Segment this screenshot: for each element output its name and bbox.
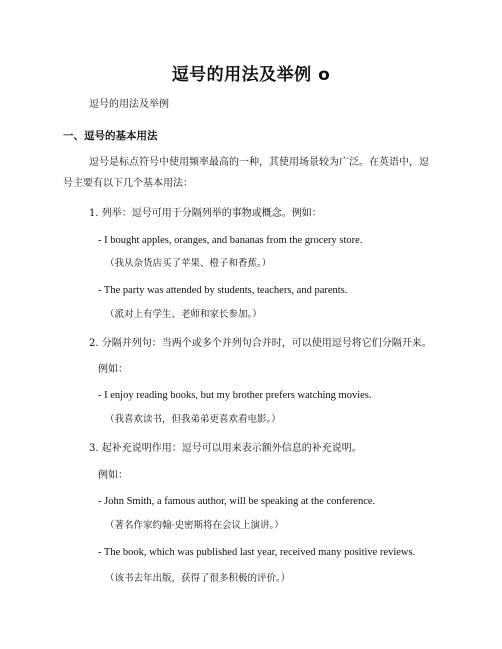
list-item-1-label: 1. 列举：逗号可用于分隔列举的事物或概念。例如： — [89, 208, 322, 219]
section-heading: 一、逗号的基本用法 — [63, 130, 158, 142]
document-subtitle: 逗号的用法及举例 — [89, 99, 169, 110]
example-label: 例如： — [98, 470, 128, 481]
list-item-3-label: 3. 起补充说明作用：逗号可以用来表示额外信息的补充说明。 — [89, 443, 362, 454]
example-translation: （该书去年出版，获得了很多积极的评价。） — [105, 573, 291, 584]
example-sentence: - John Smith, a famous author, will be speaking at the conference. — [98, 496, 376, 507]
example-translation: （著名作家约翰·史密斯将在会议上演讲。） — [105, 520, 284, 531]
list-item-2-label: 2. 分隔并列句：当两个或多个并列句合并时，可以使用逗号将它们分隔开来。 — [89, 338, 432, 349]
example-label: 例如： — [98, 364, 128, 375]
example-translation: （我从杂货店买了苹果、橙子和香蕉。） — [105, 258, 272, 269]
example-translation: （派对上有学生、老师和家长参加。） — [105, 309, 262, 320]
example-sentence: - The party was attended by students, teachers, and parents. — [98, 285, 348, 296]
example-translation: （我喜欢读书，但我弟弟更喜欢看电影。） — [105, 414, 281, 425]
example-sentence: - The book, which was published last year, received many positive reviews. — [98, 547, 416, 558]
intro-paragraph-line-2: 号主要有以下几个基本用法： — [63, 178, 193, 189]
example-sentence: - I bought apples, oranges, and bananas from the grocery store. — [98, 235, 363, 246]
example-sentence: - I enjoy reading books, but my brother prefers watching movies. — [98, 390, 372, 401]
intro-paragraph-line-1: 逗号是标点符号中使用频率最高的一种，其使用场景较为广泛。在英语中，逗 — [89, 157, 429, 168]
document-title: 逗号的用法及举例 o — [171, 65, 331, 85]
